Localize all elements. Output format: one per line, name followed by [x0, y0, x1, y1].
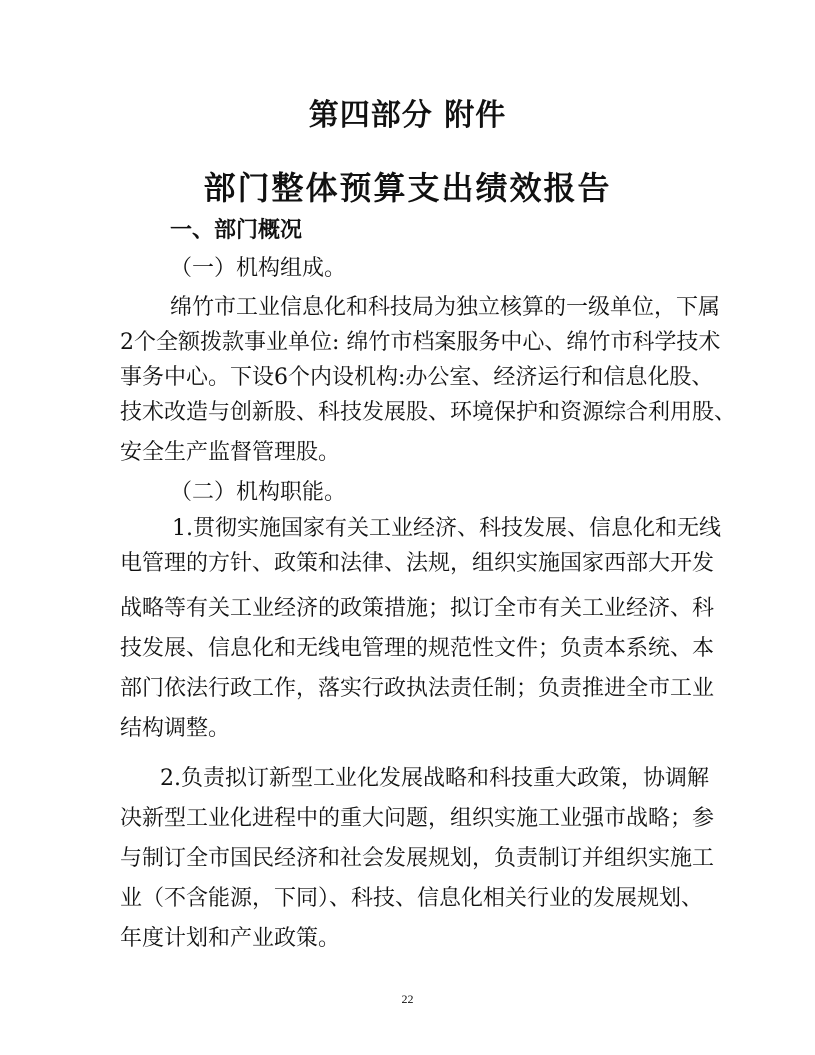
paragraph-line: 电管理的方针、政策和法律、法规，组织实施国家西部大开发: [120, 551, 715, 576]
paragraph-line: 部门依法行政工作，落实行政执法责任制；负责推进全市工业: [120, 676, 715, 701]
subsection-heading: （一）机构组成。: [170, 256, 347, 281]
paragraph-line: 战略等有关工业经济的政策措施；拟订全市有关工业经济、科: [120, 596, 715, 621]
paragraph-line: 年度计划和产业政策。: [120, 926, 341, 951]
subsection-heading: （二）机构职能。: [170, 480, 347, 505]
paragraph-line: 技术改造与创新股、科技发展股、环境保护和资源综合利用股、: [120, 400, 737, 425]
report-title: 部门整体预算支出绩效报告: [203, 169, 612, 207]
paragraph-line: 结构调整。: [120, 716, 231, 741]
paragraph-line: 事务中心。下设6个内设机构:办公室、经济运行和信息化股、: [120, 365, 714, 390]
paragraph-line: 1.贯彻实施国家有关工业经济、科技发展、信息化和无线: [172, 516, 721, 541]
paragraph-line: 技发展、信息化和无线电管理的规范性文件；负责本系统、本: [120, 636, 715, 661]
paragraph-line: 2.负责拟订新型工业化发展战略和科技重大政策，协调解: [160, 766, 709, 791]
paragraph-line: 与制订全市国民经济和社会发展规划，负责制订并组织实施工: [120, 846, 715, 871]
paragraph-line: 决新型工业化进程中的重大问题，组织实施工业强市战略；参: [120, 806, 715, 831]
paragraph-line: 安全生产监督管理股。: [120, 440, 341, 465]
paragraph-line: 业（不含能源，下同）、科技、信息化相关行业的发展规划、: [120, 886, 704, 911]
page-number: 22: [401, 992, 414, 1006]
paragraph-line: 绵竹市工业信息化和科技局为独立核算的一级单位，下属: [170, 295, 721, 320]
section-heading: 一、部门概况: [170, 217, 303, 243]
part-title: 第四部分 附件: [308, 98, 507, 133]
paragraph-line: 2个全额拨款事业单位: 绵竹市档案服务中心、绵竹市科学技术: [120, 330, 721, 355]
